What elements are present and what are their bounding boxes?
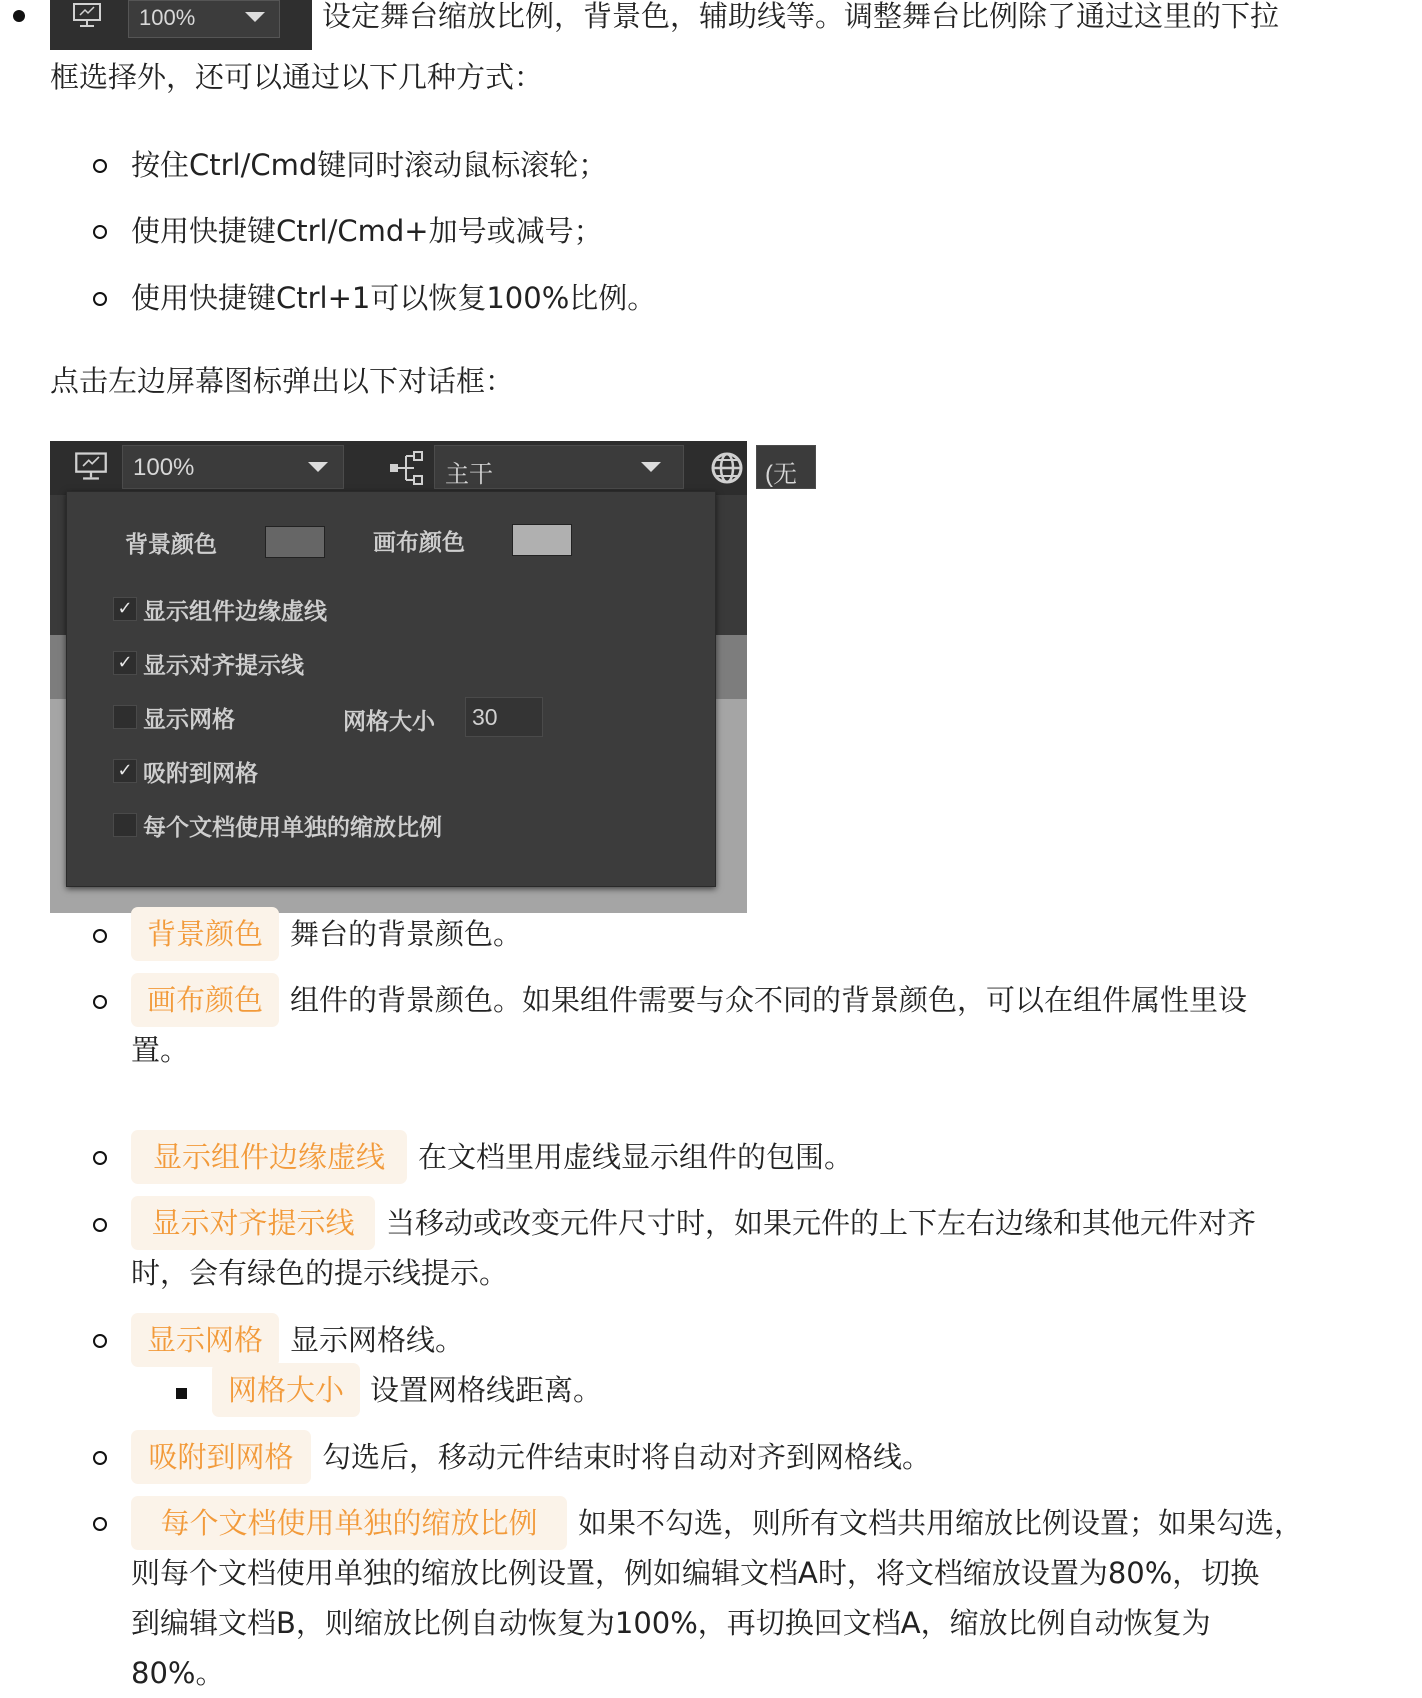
- description-text: 到编辑文档B，则缩放比例自动恢复为100%，再切换回文档A，缩放比例自动恢复为: [131, 1606, 1211, 1640]
- zoom-select[interactable]: [122, 445, 344, 489]
- description-text: 舞台的背景颜色。: [290, 917, 523, 951]
- list-bullet-circle: [93, 292, 107, 306]
- list-bullet-circle: [93, 225, 107, 239]
- list-bullet-circle: [93, 1517, 107, 1531]
- branch-icon: [388, 451, 428, 485]
- method-item: 使用快捷键Ctrl+1可以恢复100%比例。: [131, 281, 657, 315]
- checkbox-per-doc-zoom[interactable]: [113, 813, 137, 837]
- bullet: [13, 10, 25, 22]
- dialog-intro: 点击左边屏幕图标弹出以下对话框：: [50, 364, 515, 398]
- chevron-down-icon: [308, 462, 328, 472]
- description-text: 如果不勾选，则所有文档共用缩放比例设置；如果勾选，: [578, 1506, 1304, 1540]
- check-icon: ✓: [117, 598, 133, 619]
- method-item: 按住Ctrl/Cmd键同时滚动鼠标滚轮；: [131, 148, 608, 182]
- option-label: 显示网格: [143, 707, 235, 733]
- option-label: 每个文档使用单独的缩放比例: [143, 815, 442, 841]
- canvas-color-label: 画布颜色: [373, 530, 465, 556]
- bg-color-swatch[interactable]: [265, 526, 325, 558]
- description-text: 置。: [131, 1033, 190, 1067]
- chevron-down-icon: [641, 462, 661, 472]
- checkbox-snap-to-grid[interactable]: [113, 759, 137, 783]
- list-bullet-square: [176, 1388, 187, 1399]
- term-highlight: 显示组件边缘虚线: [131, 1130, 407, 1184]
- list-bullet-circle: [93, 929, 107, 943]
- list-bullet-circle: [93, 995, 107, 1009]
- option-label: 显示对齐提示线: [143, 653, 304, 679]
- zoom-toolbar-thumbnail: [50, 0, 312, 50]
- screen-settings-icon[interactable]: [74, 451, 108, 481]
- term-highlight: 显示网格: [131, 1313, 279, 1367]
- option-label: 吸附到网格: [143, 761, 258, 787]
- intro-line-1: 设定舞台缩放比例，背景色，辅助线等。调整舞台比例除了通过这里的下拉: [322, 0, 1280, 33]
- language-select[interactable]: [756, 445, 816, 489]
- list-bullet-circle: [93, 1218, 107, 1232]
- list-bullet-circle: [93, 1451, 107, 1465]
- checkbox-show-align-lines[interactable]: [113, 651, 137, 675]
- description-text: 设置网格线距离。: [370, 1373, 603, 1407]
- toolbar: [50, 441, 797, 495]
- bg-color-label: 背景颜色: [125, 532, 217, 558]
- globe-icon[interactable]: [710, 451, 744, 485]
- screen-settings-icon: [72, 2, 102, 28]
- dialog-screenshot: [50, 441, 797, 913]
- method-item: 使用快捷键Ctrl/Cmd+加号或减号；: [131, 214, 603, 248]
- term-highlight: 每个文档使用单独的缩放比例: [131, 1496, 567, 1550]
- description-text: 在文档里用虚线显示组件的包围。: [418, 1140, 854, 1174]
- stage-settings-dialog: [66, 491, 716, 887]
- grid-size-input[interactable]: 30: [465, 697, 543, 737]
- intro-line-2: 框选择外，还可以通过以下几种方式：: [50, 60, 544, 94]
- checkbox-show-edges[interactable]: [113, 597, 137, 621]
- list-bullet-circle: [93, 1334, 107, 1348]
- grid-size-label: 网格大小: [343, 709, 435, 735]
- description-text: 时，会有绿色的提示线提示。: [131, 1256, 509, 1290]
- check-icon: ✓: [117, 652, 133, 673]
- term-highlight: 背景颜色: [131, 907, 279, 961]
- checkbox-show-grid[interactable]: [113, 705, 137, 729]
- list-bullet-circle: [93, 1151, 107, 1165]
- branch-value: 主干: [445, 461, 493, 488]
- chevron-down-icon: [245, 12, 265, 22]
- description-text: 勾选后，移动元件结束时将自动对齐到网格线。: [322, 1440, 932, 1474]
- description-text: 组件的背景颜色。如果组件需要与众不同的背景颜色，可以在组件属性里设: [290, 983, 1248, 1017]
- zoom-value: 100%: [133, 454, 195, 481]
- description-text: 显示网格线。: [290, 1323, 465, 1357]
- term-highlight: 画布颜色: [131, 973, 279, 1027]
- description-text: 则每个文档使用单独的缩放比例设置，例如编辑文档A时，将文档缩放设置为80%，切换: [131, 1556, 1260, 1590]
- term-highlight: 网格大小: [212, 1363, 360, 1417]
- term-highlight: 显示对齐提示线: [131, 1196, 375, 1250]
- check-icon: ✓: [117, 760, 133, 781]
- term-highlight: 吸附到网格: [131, 1430, 311, 1484]
- option-label: 显示组件边缘虚线: [143, 599, 327, 625]
- language-value: (无: [765, 461, 797, 488]
- list-bullet-circle: [93, 159, 107, 173]
- description-text: 当移动或改变元件尺寸时，如果元件的上下左右边缘和其他元件对齐: [386, 1206, 1257, 1240]
- canvas-color-swatch[interactable]: [512, 524, 572, 556]
- description-text: 80%。: [131, 1656, 225, 1690]
- branch-select[interactable]: [434, 445, 684, 489]
- zoom-select[interactable]: [128, 0, 280, 38]
- zoom-value: 100%: [139, 5, 196, 30]
